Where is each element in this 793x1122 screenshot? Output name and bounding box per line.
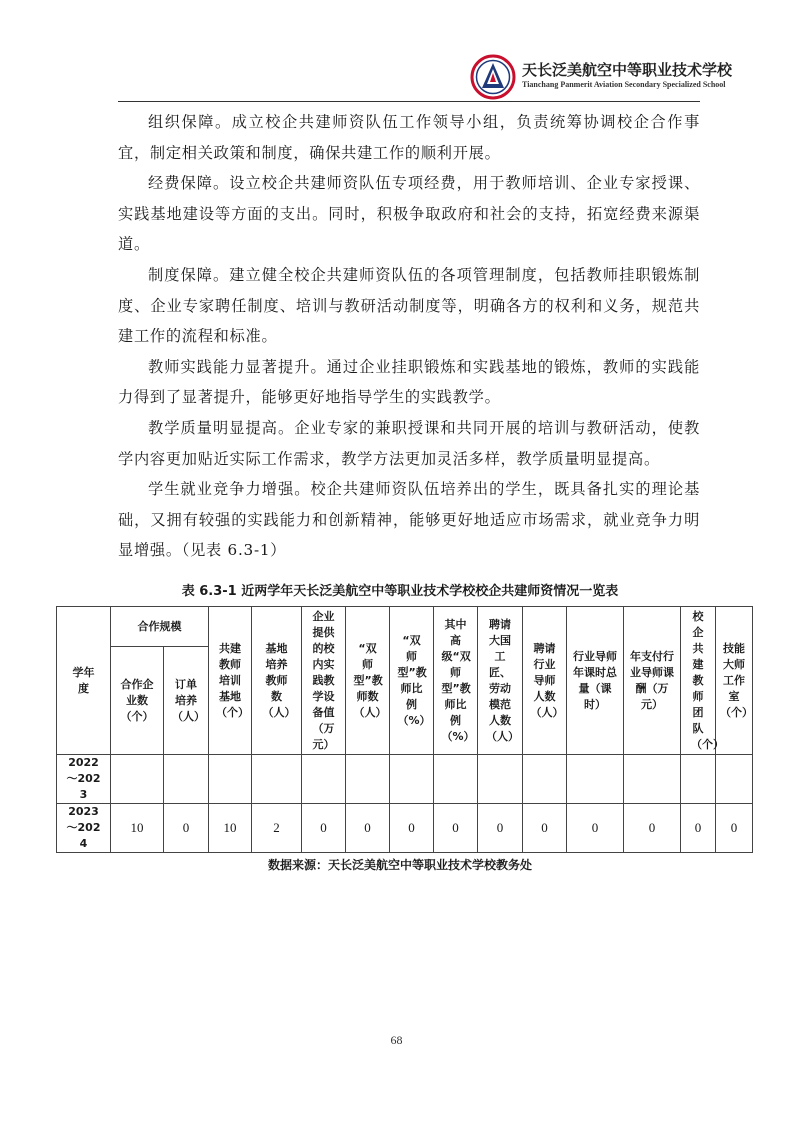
header-teacher-training-bases: 共建教师培训基地（个） (209, 607, 252, 755)
school-name-en: Tianchang Panmerit Aviation Secondary Specialized School (522, 80, 726, 89)
paragraph: 教师实践能力显著提升。通过企业挂职锻炼和实践基地的锻炼，教师的实践能力得到了显著提升，能够更好地指导学生的实践教学。 (118, 357, 700, 407)
teacher-cooperation-table (56, 606, 753, 853)
table-cell (681, 755, 716, 804)
table-cell: 0 (390, 804, 434, 853)
cell-year: 2023～2024 (57, 804, 111, 853)
header-coop-scale: 合作规模 (111, 607, 209, 647)
table-row (57, 755, 753, 804)
table-cell (478, 755, 523, 804)
table-source-note: 数据来源：天长泛美航空中等职业技术学校教务处 (267, 858, 532, 872)
table-row (57, 804, 753, 853)
paragraph: 经费保障。设立校企共建师资队伍专项经费，用于教师培训、企业专家授课、实践基地建设等方面的支出。同时，积极争取政府和社会的支持，拓宽经费来源渠道。 (118, 174, 700, 254)
paragraph: 制度保障。建立健全校企共建师资队伍的各项管理制度，包括教师挂职锻炼制度、企业专家聘任制度、培训与教研活动制度等，明确各方的权利和义务，规范共建工作的流程和标准。 (118, 265, 700, 346)
table-cell (390, 755, 434, 804)
table-cell (523, 755, 567, 804)
table-cell: 0 (478, 804, 523, 853)
table-cell (434, 755, 478, 804)
school-name-cn: 天长泛美航空中等职业技术学校 (522, 61, 733, 79)
paragraph: 学生就业竞争力增强。校企共建师资队伍培养出的学生，既具备扎实的理论基础，又拥有较强的实践能力和创新精神，能够更好地适应市场需求，就业竞争力明显增强。（见表 6.3-1） (118, 480, 700, 560)
table-cell: 0 (346, 804, 390, 853)
header-divider (118, 101, 700, 102)
table-cell (209, 755, 252, 804)
table-cell: 0 (716, 804, 753, 853)
header-industry-mentors: 聘请行业导师人数（人） (523, 607, 567, 755)
table-cell: 2 (252, 804, 302, 853)
header-master-studios: 技能大师工作室（个） (716, 607, 753, 755)
header-year: 学年度 (57, 607, 111, 755)
paragraph: 组织保障。成立校企共建师资队伍工作领导小组，负责统筹协调校企合作事宜，制定相关政策和制度，确保共建工作的顺利开展。 (118, 113, 700, 162)
table-cell (624, 755, 681, 804)
table-cell: 0 (681, 804, 716, 853)
table-cell: 0 (164, 804, 209, 853)
table-cell (567, 755, 624, 804)
table-cell (111, 755, 164, 804)
table-cell: 10 (209, 804, 252, 853)
header-mentor-pay: 年支付行业导师课酬（万元） (624, 607, 681, 755)
header-enterprise-equipment-value: 企业提供的校内实践教学设备值（万元） (302, 607, 346, 755)
table-cell (346, 755, 390, 804)
header-mentor-hours: 行业导师年课时总量（课时） (567, 607, 624, 755)
table-cell: 0 (523, 804, 567, 853)
table-cell: 0 (567, 804, 624, 853)
table-title: 表 6.3-1 近两学年天长泛美航空中等职业技术学校校企共建师资情况一览表 (181, 584, 619, 599)
header-coop-enterprises: 合作企业数（个） (111, 647, 164, 755)
header-dual-ratio: “双师型”教师比例（%） (390, 607, 434, 755)
page-header (118, 52, 733, 102)
page-number: 68 (390, 1033, 403, 1047)
table-cell: 0 (624, 804, 681, 853)
header-model-workers: 聘请大国工匠、劳动模范人数（人） (478, 607, 523, 755)
table-cell (716, 755, 753, 804)
header-dual-teachers: “双师型”教师数（人） (346, 607, 390, 755)
header-coop-teams: 校企共建教师团队（个） (681, 607, 716, 755)
cell-year: 2022～2023 (57, 755, 111, 804)
header-senior-dual-ratio: 其中高级“双师型”教师比例（%） (434, 607, 478, 755)
table-cell (164, 755, 209, 804)
table-cell: 0 (434, 804, 478, 853)
school-logo-icon (470, 54, 516, 100)
paragraph: 教学质量明显提高。企业专家的兼职授课和共同开展的培训与教研活动，使教学内容更加贴近实际工作需求，教学方法更加灵活多样，教学质量明显提高。 (118, 418, 700, 468)
header-order-training: 订单培养（人） (164, 647, 209, 755)
table-cell: 10 (111, 804, 164, 853)
table-cell (302, 755, 346, 804)
table-cell: 0 (302, 804, 346, 853)
header-base-trained-teachers: 基地培养教师数（人） (252, 607, 302, 755)
table-cell (252, 755, 302, 804)
body-text (118, 107, 700, 566)
